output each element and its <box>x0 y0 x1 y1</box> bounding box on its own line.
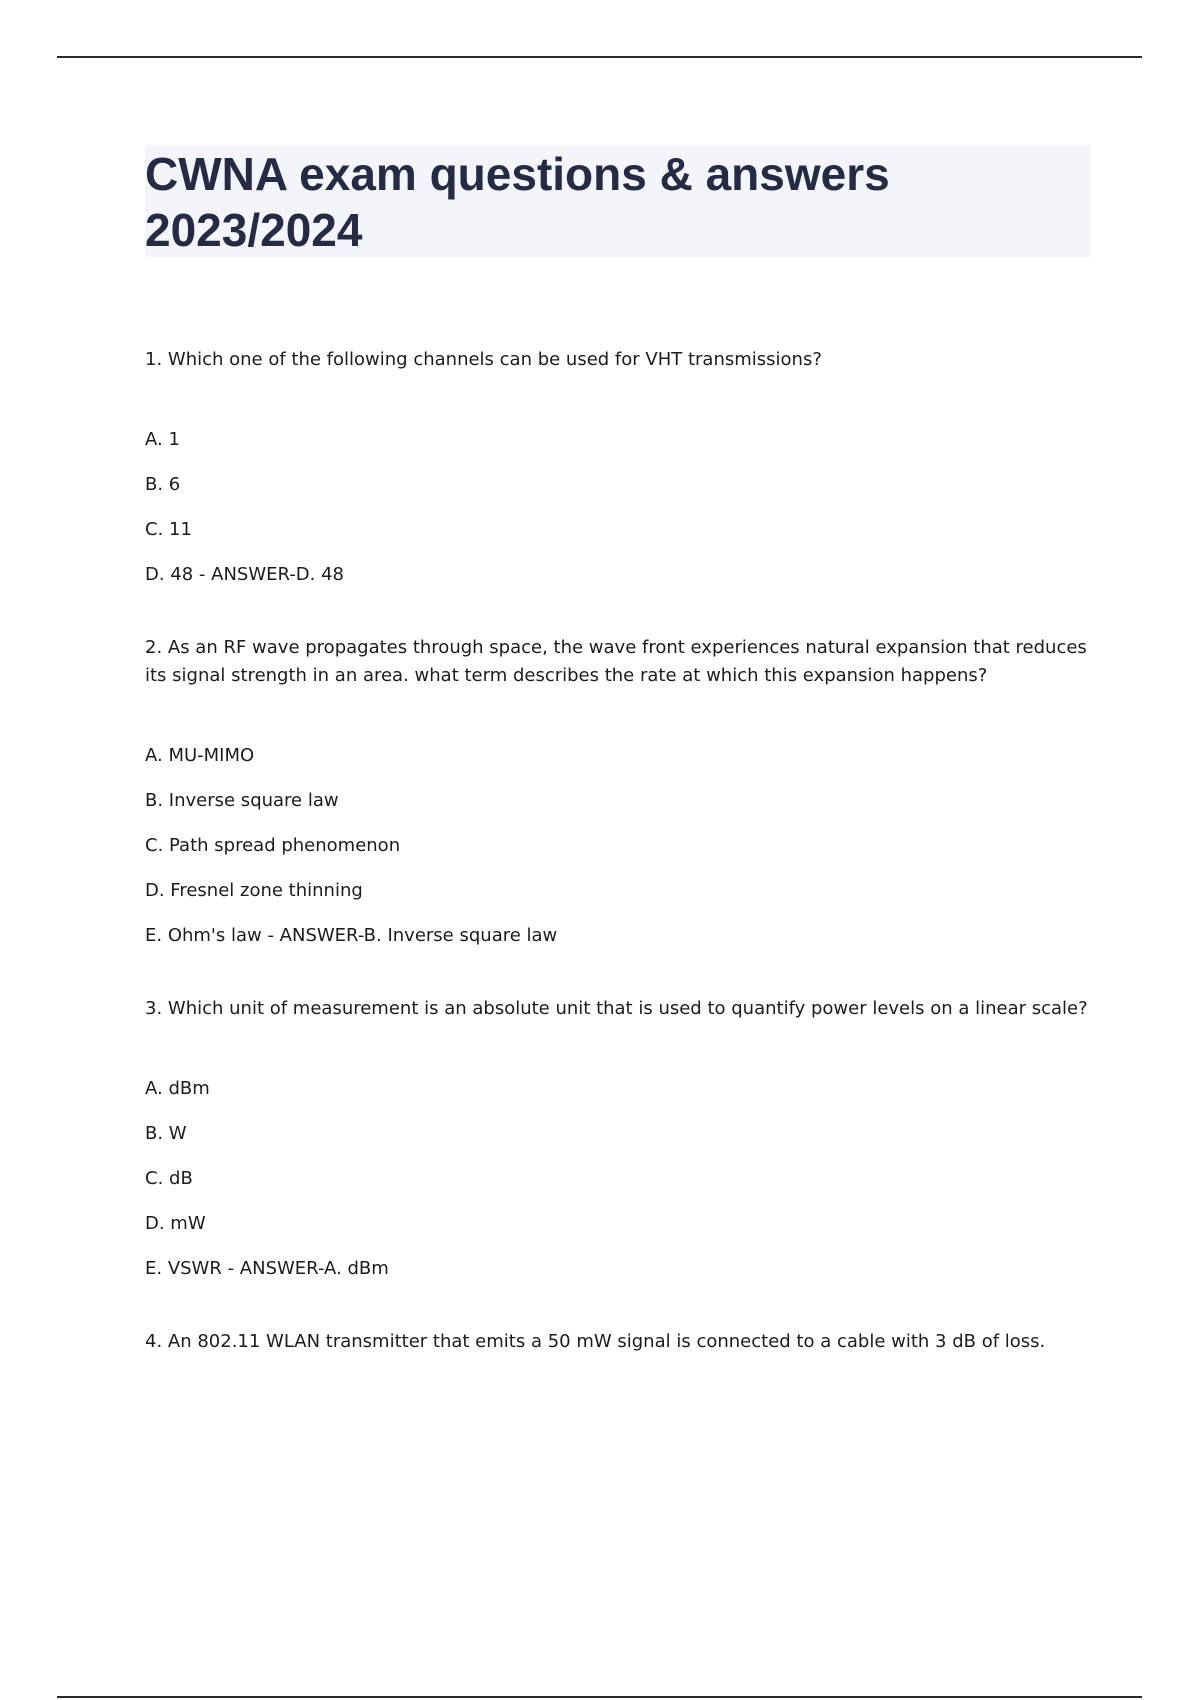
question-block-2 <box>145 634 1090 950</box>
option-item: D. Fresnel zone thinning <box>145 880 363 901</box>
question-block-3 <box>145 995 1090 1283</box>
page-title: CWNA exam questions & answers 2023/2024 <box>145 148 890 256</box>
option-item: A. dBm <box>145 1078 210 1099</box>
question-text: 1. Which one of the following channels can be used for VHT transmissions? <box>145 349 822 370</box>
option-item: B. W <box>145 1123 187 1144</box>
document-body <box>145 346 1090 1356</box>
option-item-with-answer: D. 48 - ANSWER-D. 48 <box>145 564 345 585</box>
question-text: 2. As an RF wave propagates through space, the wave front experiences natural expansion that reduces its signal strength in an area. what term describes the rate at which this expansion happens? <box>145 637 1087 686</box>
question-text: 4. An 802.11 WLAN transmitter that emits a 50 mW signal is connected to a cable with 3 dB of loss. <box>145 1331 1046 1352</box>
option-item: C. Path spread phenomenon <box>145 835 401 856</box>
option-item: B. 6 <box>145 474 181 495</box>
option-list <box>145 742 1090 950</box>
footer-rule <box>57 1696 1142 1698</box>
question-block-1 <box>145 346 1090 589</box>
option-item-with-answer: E. VSWR - ANSWER-A. dBm <box>145 1258 389 1279</box>
option-list <box>145 1075 1090 1283</box>
header-rule <box>57 56 1142 58</box>
option-item: A. 1 <box>145 429 180 450</box>
question-text: 3. Which unit of measurement is an absolute unit that is used to quantify power levels on a linear scale? <box>145 998 1088 1019</box>
option-item: D. mW <box>145 1213 206 1234</box>
question-block-4 <box>145 1328 1090 1356</box>
option-item-with-answer: E. Ohm's law - ANSWER-B. Inverse square law <box>145 925 558 946</box>
option-item: C. 11 <box>145 519 192 540</box>
option-item: C. dB <box>145 1168 193 1189</box>
option-item: A. MU-MIMO <box>145 745 255 766</box>
option-item: B. Inverse square law <box>145 790 339 811</box>
option-list <box>145 426 1090 589</box>
